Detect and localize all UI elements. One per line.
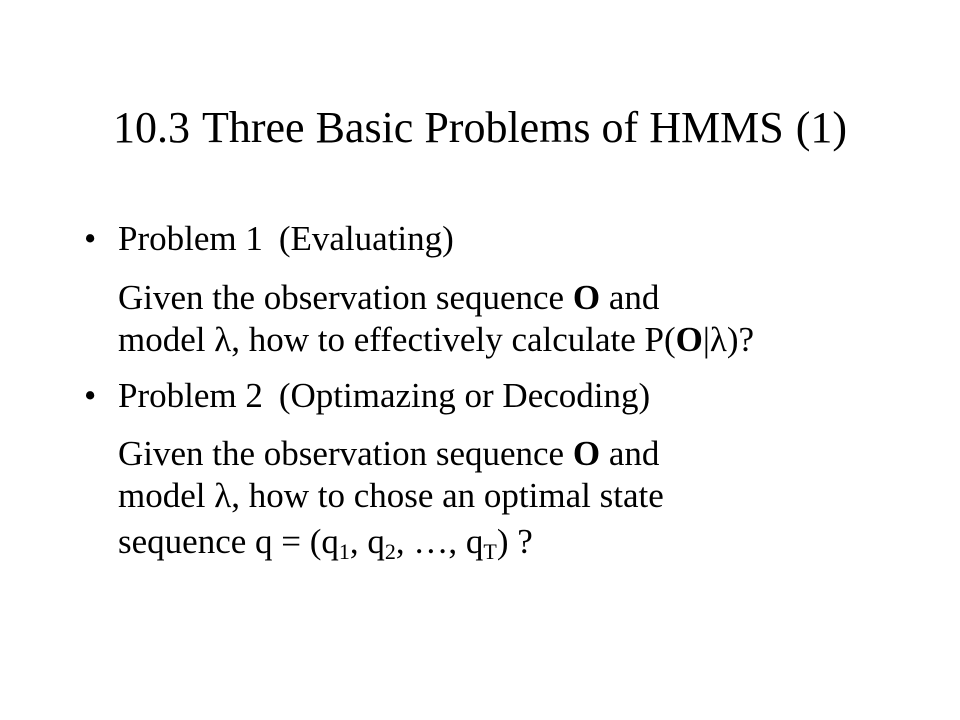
text-segment: model λ, how to effectively calculate P( <box>118 320 676 359</box>
problem-1-line-2 <box>118 319 754 361</box>
text-segment: sequence q = (q <box>118 522 339 561</box>
text-segment: , q <box>349 522 385 561</box>
problem-1-tag: (Evaluating) <box>278 219 454 258</box>
title-part: (1) <box>795 103 848 152</box>
text-segment: , …, q <box>395 522 484 561</box>
problem-2-line-2: model λ, how to chose an optimal state <box>118 476 664 515</box>
bullet-icon: • <box>84 219 97 258</box>
problem-1-heading <box>84 218 454 260</box>
text-segment: and <box>600 434 660 473</box>
text-segment: |λ)? <box>702 320 755 359</box>
slide-title <box>0 100 960 156</box>
subscript-2: 2 <box>384 539 396 564</box>
text-segment: and <box>600 278 660 317</box>
subscript-1: 1 <box>338 539 350 564</box>
problem-1-label: Problem 1 <box>118 219 263 258</box>
problem-2-tag: (Optimazing or Decoding) <box>278 376 651 415</box>
problem-2-label: Problem 2 <box>118 376 263 415</box>
section-number: 10.3 <box>112 103 190 152</box>
subscript-T: T <box>483 539 497 564</box>
problem-2-line-1 <box>118 433 659 475</box>
problem-1-line-1 <box>118 277 659 319</box>
text-segment: ) ? <box>496 522 533 561</box>
symbol-O: O <box>572 434 601 473</box>
title-text: Three Basic Problems of HMMS <box>201 103 784 152</box>
problem-2-line-3 <box>118 521 533 563</box>
bullet-icon: • <box>84 376 97 415</box>
symbol-O: O <box>572 278 601 317</box>
text-segment: Given the observation sequence <box>118 278 573 317</box>
text-segment: Given the observation sequence <box>118 434 573 473</box>
problem-2-heading <box>84 375 650 417</box>
symbol-O: O <box>675 320 703 359</box>
